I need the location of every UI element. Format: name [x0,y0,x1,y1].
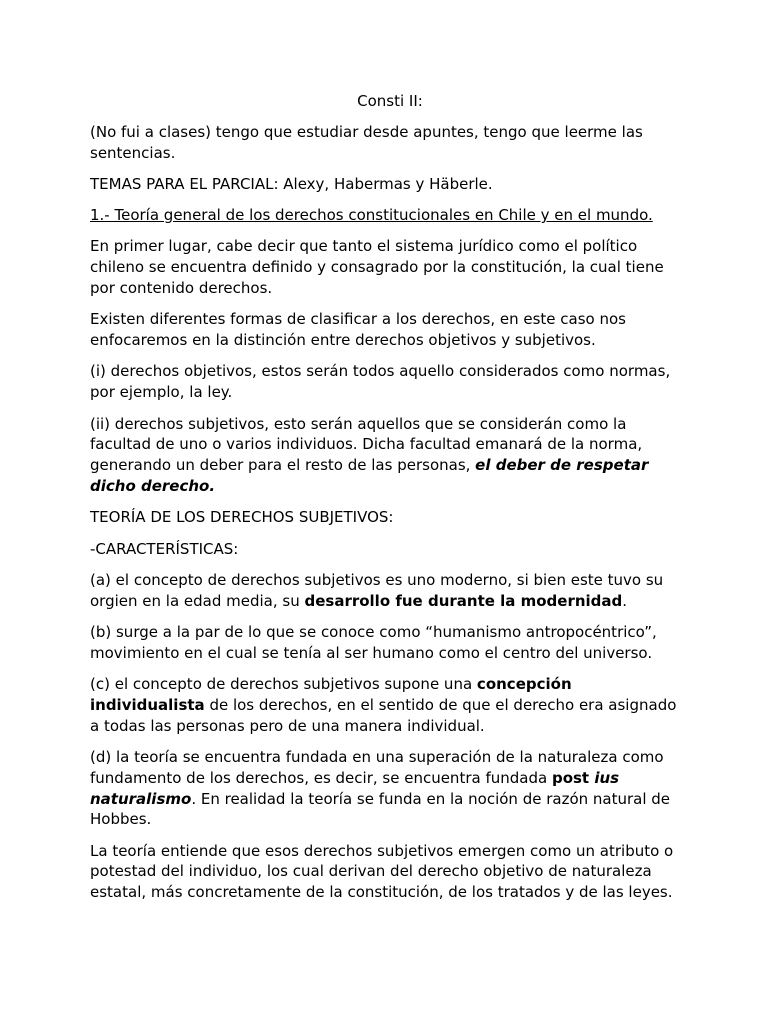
characteristic-c-end: de los derechos, en el sentido de que el derecho era asignado a todas las personas pero de una manera individual. [90,695,677,735]
item-subjective-emphasis: el deber de respetar dicho derecho. [90,456,649,495]
characteristic-a-text: (a) el concepto de derechos subjetivos es uno moderno, si bien este tuvo su orgien en la edad media, su [90,570,664,610]
item-objective-rights: (i) derechos objetivos, estos serán todos aquello considerados como normas, por ejemplo, la ley. [90,362,671,402]
characteristic-b: (b) surge a la par de lo que se conoce como “humanismo antropocéntrico”, movimiento en el cual se tenía al ser humano como el centro del universo. [90,622,657,662]
section-heading: 1.- Teoría general de los derechos constitucionales en Chile y en el mundo. [90,206,653,225]
characteristic-d-bold: post [551,768,595,787]
item-subjective-text: (ii) derechos subjetivos, esto serán aquellos que se considerán como la facultad de uno o varios individuos. Dicha facultad emanará de la norma, generando un deber para el resto de las personas, [90,414,643,475]
topics-paragraph: TEMAS PARA EL PARCIAL: Alexy, Habermas y Häberle. [90,174,493,193]
first-paragraph: En primer lugar, cabe decir que tanto el sistema jurídico como el político chileno se encuentra definido y consagrado por la constitución, la cual tiene por contenido derechos. [90,237,664,298]
characteristic-a-end: . [622,591,628,610]
document-title: Consti II: [357,92,423,110]
document-page [90,91,690,914]
characteristics-heading: -CARACTERÍSTICAS: [90,539,239,558]
characteristic-c-text: (c) el concepto de derechos subjetivos supone una [90,675,477,694]
theory-heading: TEORÍA DE LOS DERECHOS SUBJETIVOS: [90,508,394,527]
characteristic-d-end: . En realidad la teoría se funda en la noción de razón natural de Hobbes. [90,789,671,829]
intro-paragraph: (No fui a clases) tengo que estudiar desde apuntes, tengo que leerme las sentencias. [90,122,643,162]
classify-paragraph: Existen diferentes formas de clasificar a los derechos, en este caso nos enfocaremos en la distinción entre derechos objetivos y subjetivos. [90,310,626,350]
closing-paragraph: La teoría entiende que esos derechos subjetivos emergen como un atributo o potestad del individuo, los cual derivan del derecho objetivo de naturaleza estatal, más concretamente de la constitución, de los tratados y de las leyes. [90,841,674,902]
characteristic-c-bold: concepción individualista [90,675,572,714]
characteristic-a-bold: desarrollo fue durante la modernidad [304,591,623,610]
characteristic-c [90,674,690,736]
characteristic-d [90,747,690,830]
characteristic-d-bold-italic: ius naturalismo [90,768,620,808]
characteristic-d-text: (d) la teoría se encuentra fundada en una superación de la naturaleza como fundamento de los derechos, es decir, se encuentra fundada [90,747,664,787]
characteristic-a [90,570,690,612]
item-subjective-rights [90,414,690,497]
